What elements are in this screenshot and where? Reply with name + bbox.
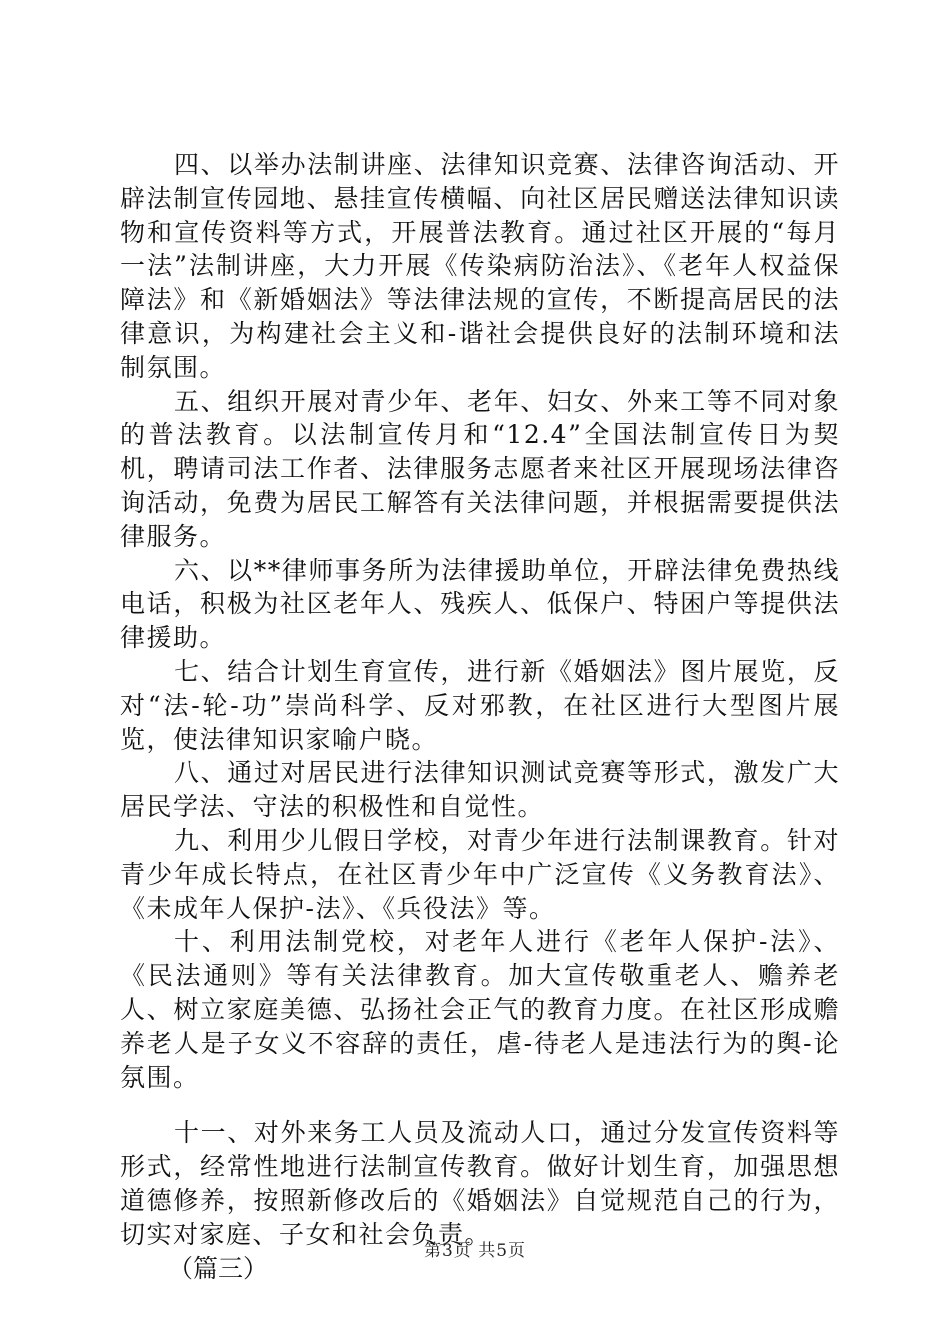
paragraph-ten: 十、利用法制党校，对老年人进行《老年人保护-法》、《民法通则》等有关法律教育。加大宣传敬重老人、赡养老人、树立家庭美德、弘扬社会正气的教育力度。在社区形成赡养老人是子女义不容辞的责任，虐-待老人是违法行为的舆-论氛围。 (120, 927, 840, 1092)
paragraph-eleven: 十一、对外来务工人员及流动人口，通过分发宣传资料等形式，经常性地进行法制宣传教育。做好计划生育，加强思想道德修养，按照新修改后的《婚姻法》自觉规范自己的行为，切实对家庭、子女和社会负责。 (120, 1118, 840, 1249)
document-body (120, 148, 840, 1285)
paragraph-eight: 八、通过对居民进行法律知识测试竞赛等形式，激发广大居民学法、守法的积极性和自觉性。 (120, 758, 840, 822)
paragraph-four: 四、以举办法制讲座、法律知识竞赛、法律咨询活动、开辟法制宣传园地、悬挂宣传横幅、向社区居民赠送法律知识读物和宣传资料等方式，开展普法教育。通过社区开展的“每月一法”法制讲座，大力开展《传染病防治法》、《老年人权益保障法》和《新婚姻法》等法律法规的宣传，不断提高居民的法律意识，为构建社会主义和-谐社会提供良好的法制环境和法制氛围。 (120, 150, 840, 382)
page-footer: 第3页 共5页 (423, 1241, 527, 1261)
paragraph-five: 五、组织开展对青少年、老年、妇女、外来工等不同对象的普法教育。以法制宣传月和“12.4”全国法制宣传日为契机，聘请司法工作者、法律服务志愿者来社区开展现场法律咨询活动，免费为居民工解答有关法律问题，并根据需要提供法律服务。 (120, 386, 840, 551)
paragraph-seven: 七、结合计划生育宣传，进行新《婚姻法》图片展览，反对“法-轮-功”崇尚科学、反对邪教，在社区进行大型图片展览，使法律知识家喻户晓。 (120, 656, 840, 754)
paragraph-six: 六、以**律师事务所为法律援助单位，开辟法律免费热线电话，积极为社区老年人、残疾人、低保户、特困户等提供法律援助。 (120, 555, 840, 653)
paragraph-gap (120, 1094, 840, 1116)
paragraph-nine: 九、利用少儿假日学校，对青少年进行法制课教育。针对青少年成长特点，在社区青少年中广泛宣传《义务教育法》、《未成年人保护-法》、《兵役法》等。 (120, 825, 840, 923)
section-heading: （篇三） (168, 1253, 269, 1283)
